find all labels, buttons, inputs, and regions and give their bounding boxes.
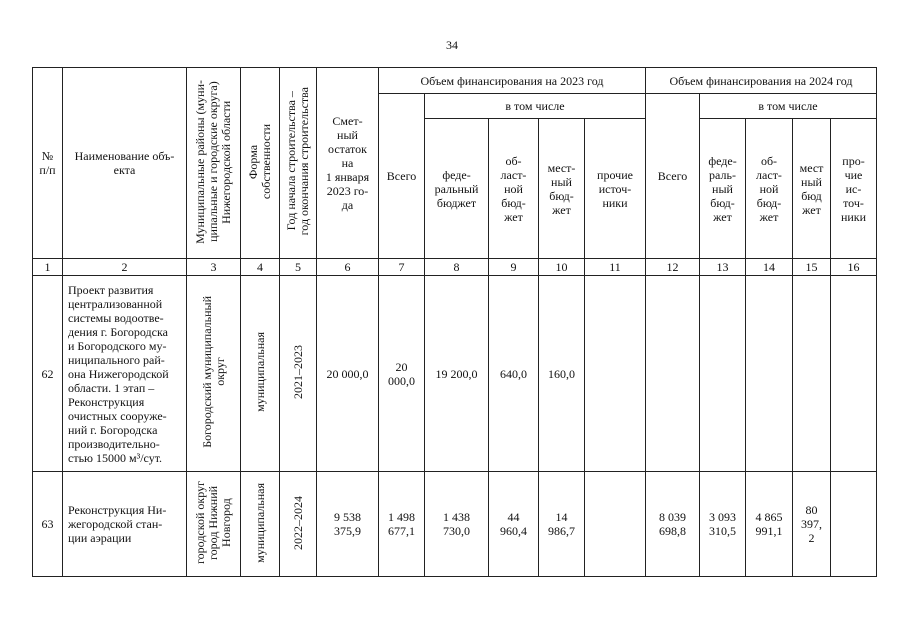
- federal-2023-cell: 1 438 730,0: [425, 472, 489, 577]
- regional-2023-cell: 44 960,4: [489, 472, 539, 577]
- ownership-cell: муниципальная: [241, 276, 280, 472]
- years-cell: 2021–2023: [280, 276, 317, 472]
- object-name: Реконструкция Ни- жегородской стан- ции аэрации: [63, 472, 187, 577]
- local-2024-cell: [793, 276, 831, 472]
- header-years: Год начала строительства – год окончания строительства: [280, 68, 317, 259]
- column-numbers-row: [33, 259, 877, 276]
- other-2023-cell: [585, 472, 646, 577]
- other-2023-cell: [585, 276, 646, 472]
- table-row: [33, 276, 877, 472]
- col-num: 5: [280, 259, 317, 276]
- district-cell: городской округ город Нижний Новгород: [187, 472, 241, 577]
- col-num: 10: [539, 259, 585, 276]
- object-name: Проект развития централизованной системы водоотве- дения г. Богородска и Богородского му- ниципального рай- она Нижегородской области. 1 этап – Реконструкция очистных сооруже- ний г. Богородска производительно- стью 15000 м³/сут.: [63, 276, 187, 472]
- estimate-cell: 9 538 375,9: [317, 472, 379, 577]
- col-num: 12: [646, 259, 700, 276]
- local-2024-cell: 80 397, 2: [793, 472, 831, 577]
- header-incl-2023: в том числе: [425, 94, 646, 119]
- page-number: 34: [446, 38, 458, 52]
- col-num: 3: [187, 259, 241, 276]
- header-federal-2024: феде- раль- ный бюд- жет: [700, 119, 746, 259]
- col-num: 7: [379, 259, 425, 276]
- header-local-2024: мест ный бюд жет: [793, 119, 831, 259]
- header-local-2023: мест- ный бюд- жет: [539, 119, 585, 259]
- col-num: 4: [241, 259, 280, 276]
- header-name: Наименование объ- екта: [63, 68, 187, 259]
- district-cell: Богородский муниципальный округ: [187, 276, 241, 472]
- ownership-cell: муниципальная: [241, 472, 280, 577]
- header-estimate: Смет- ный остаток на 1 января 2023 го- да: [317, 68, 379, 259]
- header-other-2023: прочие источ- ники: [585, 119, 646, 259]
- col-num: 6: [317, 259, 379, 276]
- table-row: [33, 472, 877, 577]
- federal-2024-cell: [700, 276, 746, 472]
- header-num: № п/п: [33, 68, 63, 259]
- header-other-2024: про- чие ис- точ- ники: [831, 119, 877, 259]
- header-total-2023: Всего: [379, 94, 425, 259]
- total-2024-cell: [646, 276, 700, 472]
- col-num: 1: [33, 259, 63, 276]
- header-ownership: Форма собственности: [241, 68, 280, 259]
- col-num: 13: [700, 259, 746, 276]
- local-2023-cell: 14 986,7: [539, 472, 585, 577]
- col-num: 9: [489, 259, 539, 276]
- header-fin-2024: Объем финансирования на 2024 год: [646, 68, 877, 94]
- row-num: 63: [33, 472, 63, 577]
- header-federal-2023: феде- ральный бюджет: [425, 119, 489, 259]
- header-fin-2023: Объем финансирования на 2023 год: [379, 68, 646, 94]
- total-2024-cell: 8 039 698,8: [646, 472, 700, 577]
- total-2023-cell: 1 498 677,1: [379, 472, 425, 577]
- col-num: 2: [63, 259, 187, 276]
- col-num: 11: [585, 259, 646, 276]
- header-total-2024: Всего: [646, 94, 700, 259]
- financing-table: [32, 67, 877, 577]
- col-num: 8: [425, 259, 489, 276]
- estimate-cell: 20 000,0: [317, 276, 379, 472]
- years-cell: 2022–2024: [280, 472, 317, 577]
- col-num: 14: [746, 259, 793, 276]
- col-num: 16: [831, 259, 877, 276]
- header-district: Муниципальные районы (муни- ципальные и городские округа) Нижегородской области: [187, 68, 241, 259]
- regional-2024-cell: [746, 276, 793, 472]
- other-2024-cell: [831, 276, 877, 472]
- federal-2024-cell: 3 093 310,5: [700, 472, 746, 577]
- local-2023-cell: 160,0: [539, 276, 585, 472]
- header-regional-2024: об- ласт- ной бюд- жет: [746, 119, 793, 259]
- col-num: 15: [793, 259, 831, 276]
- total-2023-cell: 20 000,0: [379, 276, 425, 472]
- header-incl-2024: в том числе: [700, 94, 877, 119]
- regional-2023-cell: 640,0: [489, 276, 539, 472]
- other-2024-cell: [831, 472, 877, 577]
- regional-2024-cell: 4 865 991,1: [746, 472, 793, 577]
- federal-2023-cell: 19 200,0: [425, 276, 489, 472]
- row-num: 62: [33, 276, 63, 472]
- header-regional-2023: об- ласт- ной бюд- жет: [489, 119, 539, 259]
